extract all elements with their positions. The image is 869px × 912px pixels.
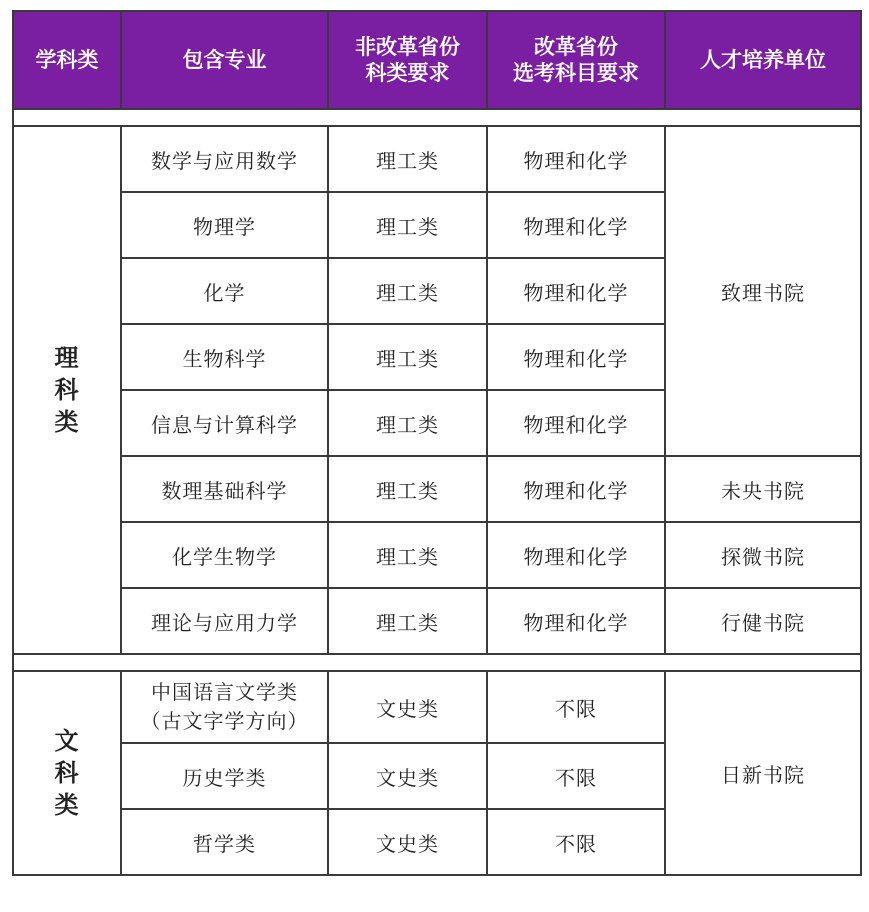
category-liberal-arts	[13, 671, 121, 875]
table-row	[13, 588, 861, 654]
major-cell: 数学与应用数学	[121, 126, 328, 192]
table-row	[13, 126, 861, 192]
non-reform-cell: 理工类	[328, 390, 487, 456]
table-row	[13, 456, 861, 522]
reform-cell: 物理和化学	[487, 456, 665, 522]
header-subject-category: 学科类	[13, 11, 121, 109]
unit-cell: 致理书院	[665, 126, 861, 456]
reform-cell: 物理和化学	[487, 126, 665, 192]
major-cell: 信息与计算科学	[121, 390, 328, 456]
major-cell	[121, 671, 328, 743]
table-row	[13, 671, 861, 743]
unit-cell: 探微书院	[665, 522, 861, 588]
reform-cell: 不限	[487, 809, 665, 875]
header-reform	[487, 11, 665, 109]
admission-table	[12, 10, 862, 876]
reform-cell: 物理和化学	[487, 192, 665, 258]
reform-cell: 物理和化学	[487, 258, 665, 324]
header-majors: 包含专业	[121, 11, 328, 109]
category-science-label: 理科类	[54, 344, 80, 436]
reform-cell: 物理和化学	[487, 522, 665, 588]
reform-cell: 不限	[487, 743, 665, 809]
unit-cell: 行健书院	[665, 588, 861, 654]
major-cell: 理论与应用力学	[121, 588, 328, 654]
major-cell: 化学生物学	[121, 522, 328, 588]
header-non-reform-line1: 非改革省份	[355, 35, 460, 59]
reform-cell: 物理和化学	[487, 588, 665, 654]
reform-cell: 物理和化学	[487, 390, 665, 456]
table-row	[13, 522, 861, 588]
non-reform-cell: 理工类	[328, 192, 487, 258]
non-reform-cell: 文史类	[328, 743, 487, 809]
spacer-row	[13, 109, 861, 126]
non-reform-cell: 理工类	[328, 324, 487, 390]
major-cell: 化学	[121, 258, 328, 324]
non-reform-cell: 文史类	[328, 671, 487, 743]
header-reform-line2: 选考科目要求	[513, 61, 639, 85]
major-cell: 哲学类	[121, 809, 328, 875]
reform-cell: 不限	[487, 671, 665, 743]
major-line1: 中国语言文学类	[151, 680, 298, 704]
major-cell: 生物科学	[121, 324, 328, 390]
major-cell: 数理基础科学	[121, 456, 328, 522]
unit-cell: 未央书院	[665, 456, 861, 522]
category-science	[13, 126, 121, 654]
non-reform-cell: 理工类	[328, 456, 487, 522]
spacer-row	[13, 654, 861, 671]
non-reform-cell: 理工类	[328, 258, 487, 324]
header-non-reform	[328, 11, 487, 109]
major-cell: 物理学	[121, 192, 328, 258]
non-reform-cell: 理工类	[328, 588, 487, 654]
major-cell: 历史学类	[121, 743, 328, 809]
header-row	[13, 11, 861, 109]
header-non-reform-line2: 科类要求	[365, 61, 450, 85]
reform-cell: 物理和化学	[487, 324, 665, 390]
header-reform-line1: 改革省份	[534, 35, 618, 59]
header-training-unit: 人才培养单位	[665, 11, 861, 109]
major-line2: （古文字学方向）	[140, 709, 309, 733]
non-reform-cell: 文史类	[328, 809, 487, 875]
unit-cell: 日新书院	[665, 671, 861, 875]
category-liberal-arts-label: 文科类	[54, 727, 80, 819]
spacer-cell	[13, 109, 861, 126]
spacer-cell	[13, 654, 861, 671]
non-reform-cell: 理工类	[328, 522, 487, 588]
non-reform-cell: 理工类	[328, 126, 487, 192]
